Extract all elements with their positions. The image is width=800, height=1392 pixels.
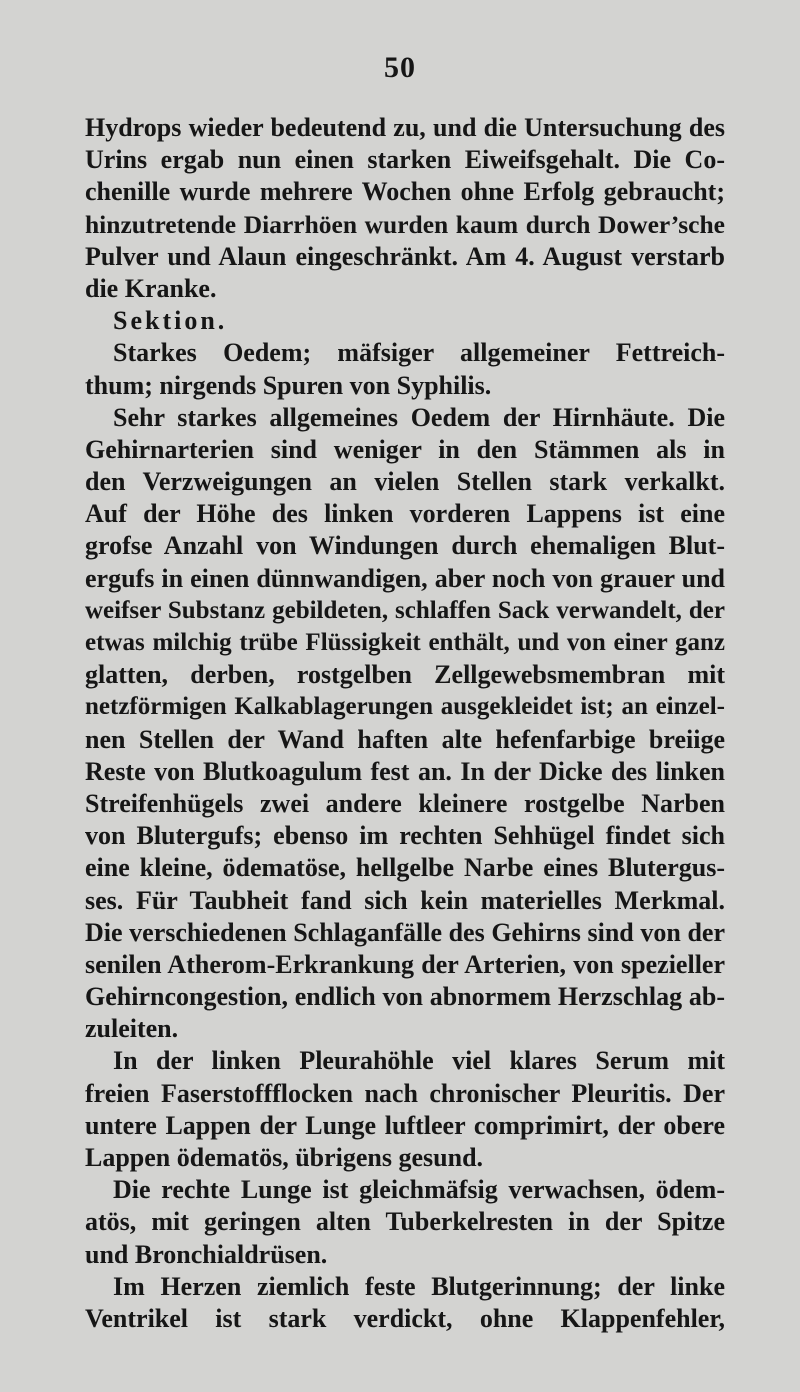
text-line: Lappen ödematös, übrigens gesund.	[85, 1143, 484, 1172]
text-line: thum; nirgends Spuren von Syphilis.	[85, 370, 492, 400]
text-line: netzförmigen Kalkablagerungen ausgekleidet ist; an einzel-	[85, 693, 725, 721]
text-line: von Blutergufs; ebenso im rechten Sehhügel findet sich	[85, 821, 725, 851]
text-line: Sehr starkes allgemeines Oedem der Hirnhäute. Die	[113, 402, 725, 432]
text-line: untere Lappen der Lunge luftleer comprimirt, der obere	[85, 1110, 725, 1140]
text-line: Hydrops wieder bedeutend zu, und die Untersuchung des	[85, 113, 725, 142]
text-line: In der linken Pleurahöhle viel klares Serum mit	[113, 1046, 725, 1076]
text-line: Auf der Höhe des linken vorderen Lappens ist eine	[85, 499, 725, 529]
text-line: Ventrikel ist stark verdickt, ohne Klappenfehler,	[85, 1303, 725, 1333]
text-line: Im Herzen ziemlich feste Blutgerinnung; der linke	[113, 1271, 725, 1301]
text-line: ergufs in einen dünnwandigen, aber noch von grauer und	[85, 563, 725, 593]
text-line: Urins ergab nun einen starken Eiweifsgehalt. Die Co-	[85, 145, 725, 175]
text-line: Sektion.	[113, 306, 228, 336]
text-line: weifser Substanz gebildeten, schlaffen Sack verwandelt, der	[85, 596, 725, 624]
text-line: Die verschiedenen Schlaganfälle des Gehirns sind von der	[85, 917, 725, 947]
text-line: etwas milchig trübe Flüssigkeit enthält, und von einer ganz	[85, 629, 725, 656]
text-line: Reste von Blutkoagulum fest an. In der Dicke des linken	[85, 756, 725, 786]
text-line: freien Faserstoffflocken nach chronischer Pleuritis. Der	[85, 1078, 725, 1108]
text-line: Die rechte Lunge ist gleichmäfsig verwachsen, ödem-	[113, 1175, 725, 1205]
text-line: grofse Anzahl von Windungen durch ehemaligen Blut-	[85, 531, 725, 561]
text-line: nen Stellen der Wand haften alte hefenfarbige breiige	[85, 724, 725, 754]
text-line: den Verzweigungen an vielen Stellen stark verkalkt.	[85, 467, 725, 497]
text-line: Starkes Oedem; mäfsiger allgemeiner Fettreich-	[113, 338, 725, 368]
text-line: zuleiten.	[85, 1014, 179, 1044]
text-line: und Bronchialdrüsen.	[85, 1239, 328, 1269]
text-line: glatten, derben, rostgelben Zellgewebsmembran mit	[85, 660, 725, 690]
text-line: eine kleine, ödematöse, hellgelbe Narbe eines Blutergus-	[85, 853, 725, 883]
body-text	[85, 112, 725, 1335]
text-line: die Kranke.	[85, 273, 217, 303]
page-number: 50	[384, 51, 416, 84]
text-line: Streifenhügels zwei andere kleinere rostgelbe Narben	[85, 788, 725, 818]
text-line: atös, mit geringen alten Tuberkelresten in der Spitze	[85, 1207, 725, 1237]
text-line: senilen Atherom-Erkrankung der Arterien, von spezieller	[85, 949, 725, 979]
text-line: hinzutretende Diarrhöen wurden kaum durch Dower’sche	[85, 209, 725, 239]
text-line: Pulver und Alaun eingeschränkt. Am 4. August verstarb	[85, 241, 725, 271]
text-line: chenille wurde mehrere Wochen ohne Erfolg gebraucht;	[85, 177, 725, 207]
text-line: Gehirncongestion, endlich von abnormem Herzschlag ab-	[85, 982, 725, 1012]
text-line: Gehirnarterien sind weniger in den Stämmen als in	[85, 434, 725, 464]
text-line: ses. Für Taubheit fand sich kein materielles Merkmal.	[85, 885, 725, 915]
